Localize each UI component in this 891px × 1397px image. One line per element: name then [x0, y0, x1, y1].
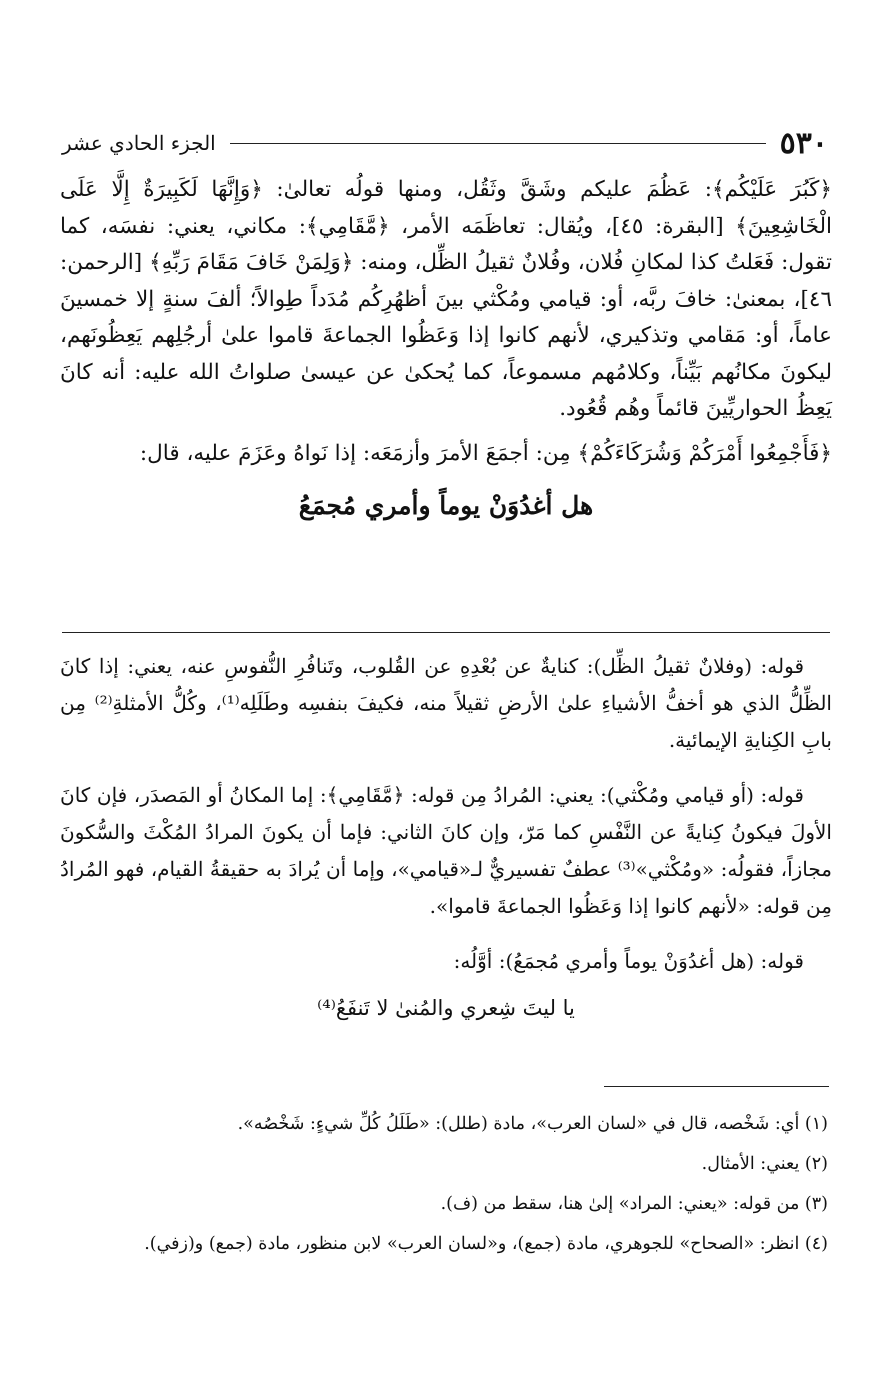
main-text: [60, 172, 832, 525]
commentary-section: [60, 648, 832, 1045]
page-number: ٥٣٠: [779, 125, 828, 161]
commentary-paragraph-3: قوله: (هل أغدُوَنْ يوماً وأمري مُجمَعُ): أوَّلُه:: [453, 949, 804, 973]
footnote-1: (١) أي: شَخْصه، قال في «لسان العرب»، مادة (طلل): «طَلَلُ كُلِّ شيءٍ: شَخْصُه».: [237, 1114, 828, 1134]
footnote-3: (٣) من قوله: «يعني: المراد» إلىٰ هنا، سقط من (ف).: [440, 1194, 828, 1214]
main-paragraph-2: ﴿فَأَجْمِعُوا أَمْرَكُمْ وَشُرَكَاءَكُمْ﴾ مِن: أجمَعَ الأمرَ وأزمَعَه: إذا نَواهُ وعَزَمَ عليه، قال:: [139, 440, 832, 466]
poetry-verse: هل أغدُوَنْ يوماً وأمري مُجمَعُ: [298, 491, 594, 520]
footnote-4: (٤) انظر: «الصحاح» للجوهري، مادة (جمع)، و«لسان العرب» لابن منظور، مادة (جمع) و(زفي).: [144, 1234, 828, 1254]
commentary-paragraph-2: قوله: (أو قيامي ومُكْثي): يعني: المُرادُ مِن قوله: ﴿مَّقَامِي﴾: إما المكانُ أو المَصدَر، فإن كانَ الأولَ فيكونُ كِنايةً عن النَّفْسِ كما مَرّ، وإن كانَ الثاني: فإما أن يكونَ المرادُ المُكْثَ والسُّكونَ مجازاً، فقولُه: «ومُكْثي»⁽³⁾ عطفٌ تفسيريٌّ لـ«قيامي»، وإما أن يُرادَ به حقيقةُ القيام، فهو المُرادُ مِن قوله: «لأنهم كانوا إذا وَعَظُوا الجماعةَ قاموا».: [60, 783, 833, 918]
main-commentary-divider: [62, 632, 830, 633]
commentary-poem-line: يا ليتَ شِعري والمُنىٰ لا تَنفَعُ⁽⁴⁾: [317, 996, 575, 1020]
page-header: [62, 118, 828, 168]
footnotes: [62, 1104, 828, 1264]
main-paragraph-1: ﴿كَبُرَ عَلَيْكُم﴾: عَظُمَ عليكم وشَقَّ وثَقُل، ومنها قولُه تعالىٰ: ﴿وَإِنَّهَا لَكَبِيرَةٌ إِلَّا عَلَى الْخَاشِعِينَ﴾ [البقرة: ٤٥]، ويُقال: تعاظَمَه الأمر، ﴿مَّقَامِي﴾: مكاني، يعني: نفسَه، كما تقول: فَعَلتُ كذا لمكانِ فُلان، وفُلانٌ ثقيلُ الظِّل، ومنه: ﴿وَلِمَنْ خَافَ مَقَامَ رَبِّهِ﴾ [الرحمن: ٤٦]، بمعنىٰ: خافَ ربَّه، أو: قيامي ومُكْثي بينَ أظهُرِكُم مُدَداً طِوالاً؛ ألفَ سنةٍ إلا خمسينَ عاماً، أو: مَقامي وتذكيري، لأنهم كانوا إذا وَعَظُوا الجماعةَ قاموا علىٰ أرجُلِهم يَعِظُونَهم، ليكونَ مكانُهم بَيِّناً، وكلامُهم مسموعاً، كما يُحكىٰ عن عيسىٰ صلواتُ الله عليه: أنه كانَ يَعِظُ الحواريِّينَ قائماً وهُم قُعُود.: [60, 177, 832, 421]
footnote-divider: [604, 1086, 829, 1087]
footnote-2: (٢) يعني: الأمثال.: [701, 1154, 828, 1174]
running-title: الجزء الحادي عشر: [62, 131, 216, 155]
commentary-paragraph-1: قوله: (وفلانٌ ثقيلُ الظِّل): كنايةٌ عن بُعْدِهِ عن القُلوب، وتَنافُرِ النُّفوسِ عنه، يعني: إذا كانَ الظِّلُّ الذي هو أخفُّ الأشياءِ علىٰ الأرضِ ثقيلاً منه، فكيفَ بنفسِه وطَلَلِه⁽¹⁾، وكُلُّ الأمثلةِ⁽²⁾ مِن بابِ الكِنايةِ الإيمائية.: [60, 654, 832, 752]
header-rule: [230, 143, 766, 144]
